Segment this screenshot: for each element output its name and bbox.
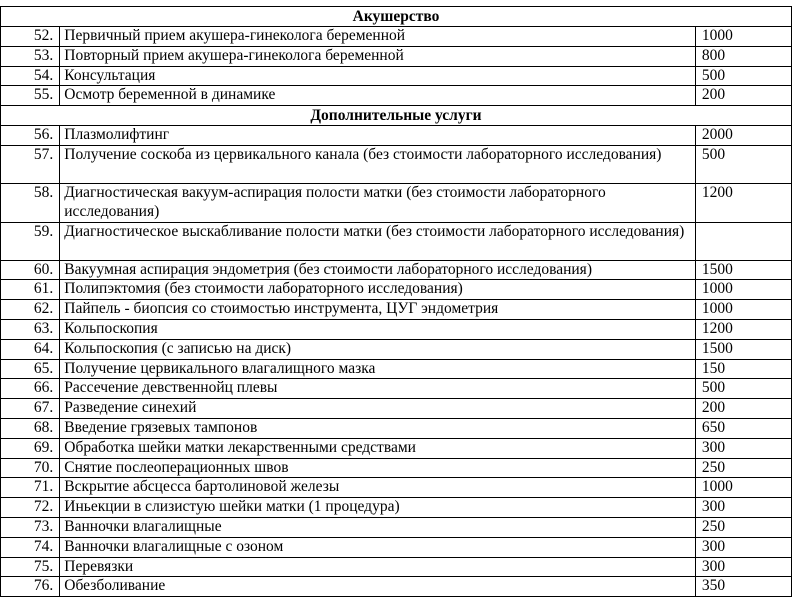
service-name: Первичный прием акушера-гинеколога беременной <box>60 27 696 47</box>
service-price: 250 <box>695 458 791 478</box>
row-number: 76. <box>1 577 60 597</box>
service-name: Повторный прием акушера-гинеколога беременной <box>60 46 696 66</box>
table-row <box>1 145 792 183</box>
table-row <box>1 498 792 518</box>
service-name: Перевязки <box>60 557 696 577</box>
row-number: 53. <box>1 46 60 66</box>
section-title: Акушерство <box>1 7 792 27</box>
service-name: Получение соскоба из цервикального канала (без стоимости лабораторного исследования) <box>60 145 696 183</box>
row-number: 61. <box>1 280 60 300</box>
table-row <box>1 537 792 557</box>
service-price: 250 <box>695 517 791 537</box>
service-price <box>695 222 791 260</box>
service-name: Разведение синехий <box>60 399 696 419</box>
row-number: 69. <box>1 438 60 458</box>
row-number: 56. <box>1 126 60 146</box>
service-name: Кольпоскопия (с записью на диск) <box>60 339 696 359</box>
row-number: 65. <box>1 359 60 379</box>
table-row <box>1 577 792 597</box>
table-row <box>1 300 792 320</box>
table-row <box>1 260 792 280</box>
service-price: 800 <box>695 46 791 66</box>
service-price: 200 <box>695 399 791 419</box>
row-number: 68. <box>1 418 60 438</box>
service-name: Ванночки влагалищные с озоном <box>60 537 696 557</box>
service-price: 300 <box>695 557 791 577</box>
table-row <box>1 319 792 339</box>
service-name: Кольпоскопия <box>60 319 696 339</box>
service-name: Обработка шейки матки лекарственными средствами <box>60 438 696 458</box>
service-price: 300 <box>695 438 791 458</box>
table-row <box>1 399 792 419</box>
row-number: 66. <box>1 379 60 399</box>
service-name: Получение цервикального влагалищного мазка <box>60 359 696 379</box>
row-number: 70. <box>1 458 60 478</box>
section-header-row <box>1 7 792 27</box>
row-number: 63. <box>1 319 60 339</box>
table-row <box>1 46 792 66</box>
service-price: 1500 <box>695 260 791 280</box>
table-row <box>1 517 792 537</box>
service-name: Снятие послеоперационных швов <box>60 458 696 478</box>
service-name: Вакуумная аспирация эндометрия (без стоимости лабораторного исследования) <box>60 260 696 280</box>
row-number: 58. <box>1 183 60 222</box>
table-row <box>1 86 792 106</box>
service-price: 1200 <box>695 319 791 339</box>
service-price: 1000 <box>695 280 791 300</box>
service-price: 500 <box>695 145 791 183</box>
table-row <box>1 183 792 222</box>
row-number: 67. <box>1 399 60 419</box>
service-price: 1500 <box>695 339 791 359</box>
table-row <box>1 359 792 379</box>
price-list-table <box>0 6 792 597</box>
table-row <box>1 379 792 399</box>
service-name: Полипэктомия (без стоимости лабораторного исследования) <box>60 280 696 300</box>
table-row <box>1 478 792 498</box>
service-price: 650 <box>695 418 791 438</box>
row-number: 57. <box>1 145 60 183</box>
row-number: 60. <box>1 260 60 280</box>
row-number: 59. <box>1 222 60 260</box>
service-price: 1200 <box>695 183 791 222</box>
service-name: Диагностическое выскабливание полости матки (без стоимости лабораторного исследования) <box>60 222 696 260</box>
service-name: Рассечение девственнойц плевы <box>60 379 696 399</box>
service-name: Обезболивание <box>60 577 696 597</box>
service-price: 300 <box>695 498 791 518</box>
service-name: Ванночки влагалищные <box>60 517 696 537</box>
service-name: Диагностическая вакуум-аспирация полости матки (без стоимости лабораторного исследования) <box>60 183 696 222</box>
row-number: 55. <box>1 86 60 106</box>
table-row <box>1 280 792 300</box>
row-number: 73. <box>1 517 60 537</box>
service-price: 150 <box>695 359 791 379</box>
service-price: 350 <box>695 577 791 597</box>
row-number: 75. <box>1 557 60 577</box>
row-number: 54. <box>1 66 60 86</box>
row-number: 74. <box>1 537 60 557</box>
table-row <box>1 438 792 458</box>
table-row <box>1 557 792 577</box>
table-row <box>1 27 792 47</box>
service-name: Пайпель - биопсия со стоимостью инструмента, ЦУГ эндометрия <box>60 300 696 320</box>
row-number: 72. <box>1 498 60 518</box>
service-name: Осмотр беременной в динамике <box>60 86 696 106</box>
section-header-row <box>1 106 792 126</box>
table-row <box>1 126 792 146</box>
table-row <box>1 418 792 438</box>
row-number: 64. <box>1 339 60 359</box>
service-name: Вскрытие абсцесса бартолиновой железы <box>60 478 696 498</box>
service-name: Плазмолифтинг <box>60 126 696 146</box>
service-name: Введение грязевых тампонов <box>60 418 696 438</box>
table-row <box>1 458 792 478</box>
service-price: 1000 <box>695 27 791 47</box>
service-name: Иньекции в слизистую шейки матки (1 процедура) <box>60 498 696 518</box>
row-number: 71. <box>1 478 60 498</box>
service-price: 500 <box>695 379 791 399</box>
service-price: 500 <box>695 66 791 86</box>
row-number: 62. <box>1 300 60 320</box>
service-price: 200 <box>695 86 791 106</box>
service-price: 2000 <box>695 126 791 146</box>
service-price: 1000 <box>695 300 791 320</box>
table-row <box>1 66 792 86</box>
row-number: 52. <box>1 27 60 47</box>
service-price: 300 <box>695 537 791 557</box>
table-row <box>1 339 792 359</box>
table-row <box>1 222 792 260</box>
service-price: 1000 <box>695 478 791 498</box>
service-name: Консультация <box>60 66 696 86</box>
price-list-body <box>1 7 792 597</box>
section-title: Дополнительные услуги <box>1 106 792 126</box>
